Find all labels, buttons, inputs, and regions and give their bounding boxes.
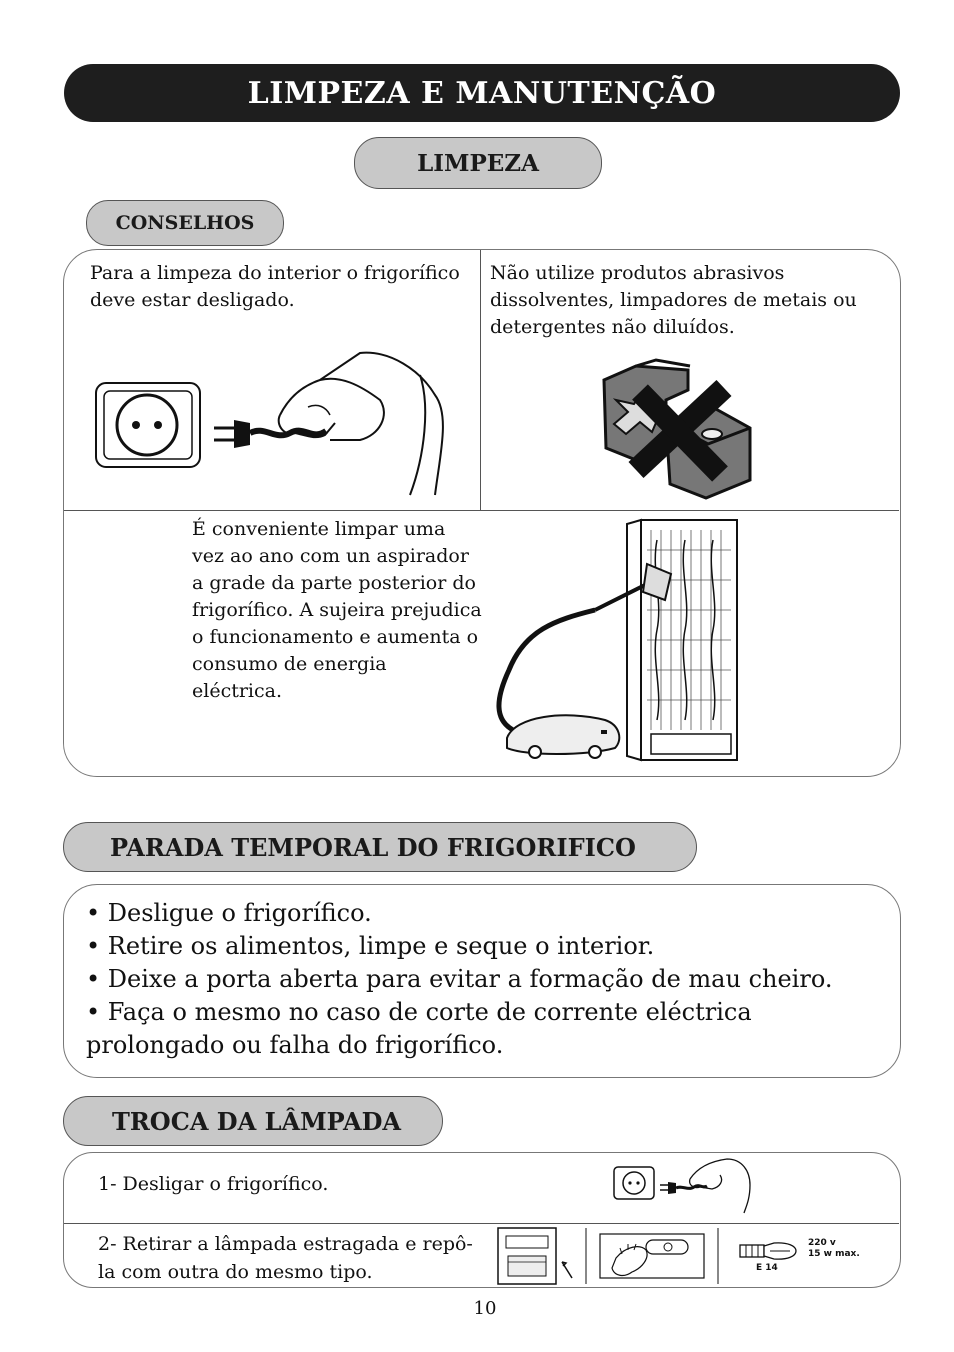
small-unplug-illustration — [612, 1155, 757, 1217]
divider-horizontal — [64, 510, 899, 511]
unplug-illustration — [90, 345, 460, 505]
limpeza-heading: LIMPEZA — [354, 137, 602, 189]
bulb-voltage: 220 v — [808, 1238, 836, 1248]
lamp-compartment-illustration — [496, 1228, 718, 1284]
lampada-step-2: 2- Retirar a lâmpada estragada e repô-la com outra do mesmo tipo. — [98, 1233, 473, 1283]
vacuum-illustration — [495, 520, 745, 770]
lampada-step-1: 1- Desligar o frigorífico. — [98, 1173, 329, 1195]
bulb-icon — [738, 1240, 800, 1262]
list-item: • Retire os alimentos, limpe e seque o interior. — [86, 932, 655, 960]
lampada-divider — [64, 1223, 899, 1224]
no-abrasives-illustration — [596, 360, 756, 500]
parada-list — [86, 897, 876, 1062]
tip-no-abrasives-text: Não utilize produtos abrasivos dissolventes, limpadores de metais ou detergentes não diluídos. — [490, 262, 857, 338]
bulb-power: 15 w max. — [808, 1249, 860, 1259]
page-title: LIMPEZA E MANUTENÇÃO — [64, 64, 900, 122]
list-item: • Desligue o frigorífico. — [86, 899, 372, 927]
divider-vertical — [480, 250, 481, 510]
lampada-heading: TROCA DA LÂMPADA — [63, 1096, 443, 1146]
conselhos-label: CONSELHOS — [86, 200, 284, 246]
list-item: • Faça o mesmo no caso de corte de corrente eléctrica prolongado ou falha do frigorífico. — [86, 998, 752, 1059]
page-number: 10 — [473, 1298, 497, 1319]
parada-heading: PARADA TEMPORAL DO FRIGORIFICO — [63, 822, 697, 872]
tip-unplug-text: Para a limpeza do interior o frigorífico deve estar desligado. — [90, 262, 460, 311]
bulb-socket: E 14 — [756, 1263, 778, 1273]
tip-vacuum-text: É conveniente limpar uma vez ao ano com un aspirador a grade da parte posterior do frigorífico. A sujeira prejudica o funcionamento e aumenta o consumo de energia eléctrica. — [192, 518, 482, 702]
list-item: • Deixe a porta aberta para evitar a formação de mau cheiro. — [86, 965, 833, 993]
